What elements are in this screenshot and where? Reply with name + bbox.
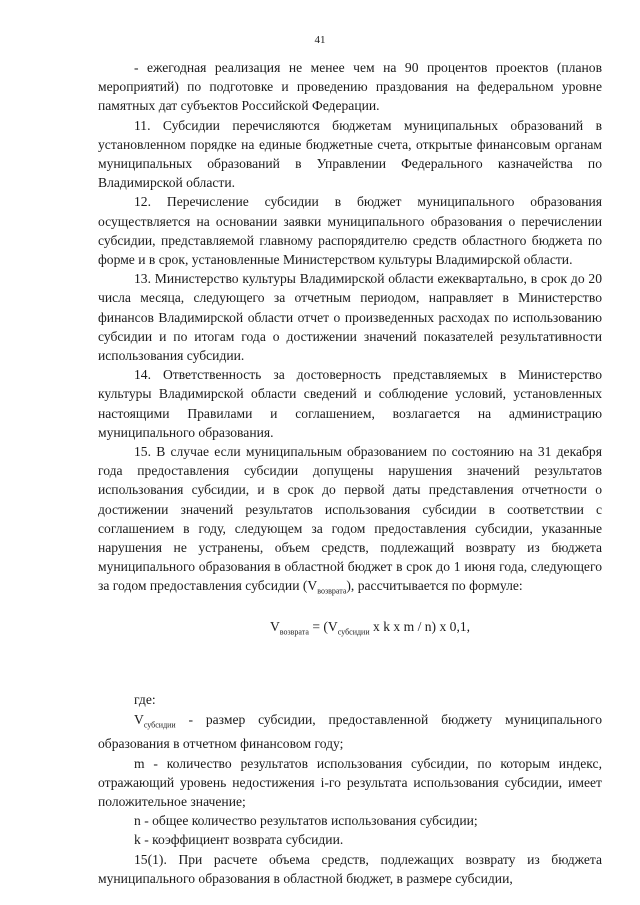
formula-v: V [269,619,280,635]
paragraph-15-text: 15. В случае если муниципальным образованием по состоянию на 31 декабря года предоставления субсидии допущены нарушения значений результатов использования субсидии, и в срок до первой даты представления отчетности о достижении значений результатов использования субсидии в соответствии с соглашением в году, следующем за годом предоставления субсидии, указанные нарушения не устранены, объем средств, подлежащий возврату из бюджета муниципального образования в областной бюджет в срок до 1 июня года, следующего за годом предоставления субсидии (V [98,444,602,594]
definition-v-symbol: V [134,711,144,727]
paragraph-15-1: 15(1). При расчете объема средств, подлежащих возврату из бюджета муниципального образования в областной бюджет, в размере субсидии, [98,851,602,886]
paragraph-15-tail: ), рассчитывается по формуле: [346,578,523,594]
page-number: 41 [314,34,326,46]
where-label: где: [134,692,156,708]
paragraph-annual-implementation: - ежегодная реализация не менее чем на 90 процентов проектов (планов мероприятий) по подготовке и проведению праздования на федеральном уровне памятных дат субъектов Российской Федерации. [98,60,602,114]
formula-rest: x k x m / n) x 0,1, [369,619,471,635]
definition-m: m - количество результатов использования субсидии, по которым индекс, отражающий уровень недостижения i-го результата использования субсидии, имеет положительное значение; [98,755,602,810]
paragraph-14: 14. Ответственность за достоверность представляемых в Министерство культуры Владимирской области сведений и соблюдение условий, установленных настоящими Правилами и соглашением, возлагается на администрацию муниципального образования. [98,367,602,440]
paragraph-13: 13. Министерство культуры Владимирской области ежеквартально, в срок до 20 числа месяца, следующего за отчетным периодом, направляет в Министерство финансов Владимирской области отчет о произведенных расходах по использованию субсидии и по итогам года о достижении значений показателей результативности использования субсидии. [98,271,602,364]
document-body [98,58,602,888]
paragraph-12: 12. Перечисление субсидии в бюджет муниципального образования осуществляется на основании заявки муниципального образования о перечислении субсидии, представляемой главному распорядителю средств областного бюджета по форме и в срок, установленные Министерством культуры Владимирской области. [98,194,602,268]
formula-sub-subsidy: субсидии [337,628,370,638]
formula-sub-return: возврата [279,628,309,638]
definition-v-subscript: субсидии [143,720,176,730]
definition-k: k - коэффициент возврата субсидии. [134,832,344,848]
definition-v-text: - размер субсидии, предоставленной бюджету муниципального образования в отчетном финансовом году; [98,711,602,752]
formula-eq: = (V [308,619,338,635]
paragraph-11: 11. Субсидии перечисляются бюджетам муниципальных образований в установленном порядке на единые бюджетные счета, открытые финансовым органам муниципальных образований в Управлении Федерального казначейства по Владимирской области. [98,117,602,191]
definition-n: n - общее количество результатов использования субсидии; [134,813,478,829]
definition-v [98,710,602,754]
paragraph-15 [98,442,602,601]
paragraph-15-subscript: возврата [317,587,347,597]
return-formula [98,617,602,642]
